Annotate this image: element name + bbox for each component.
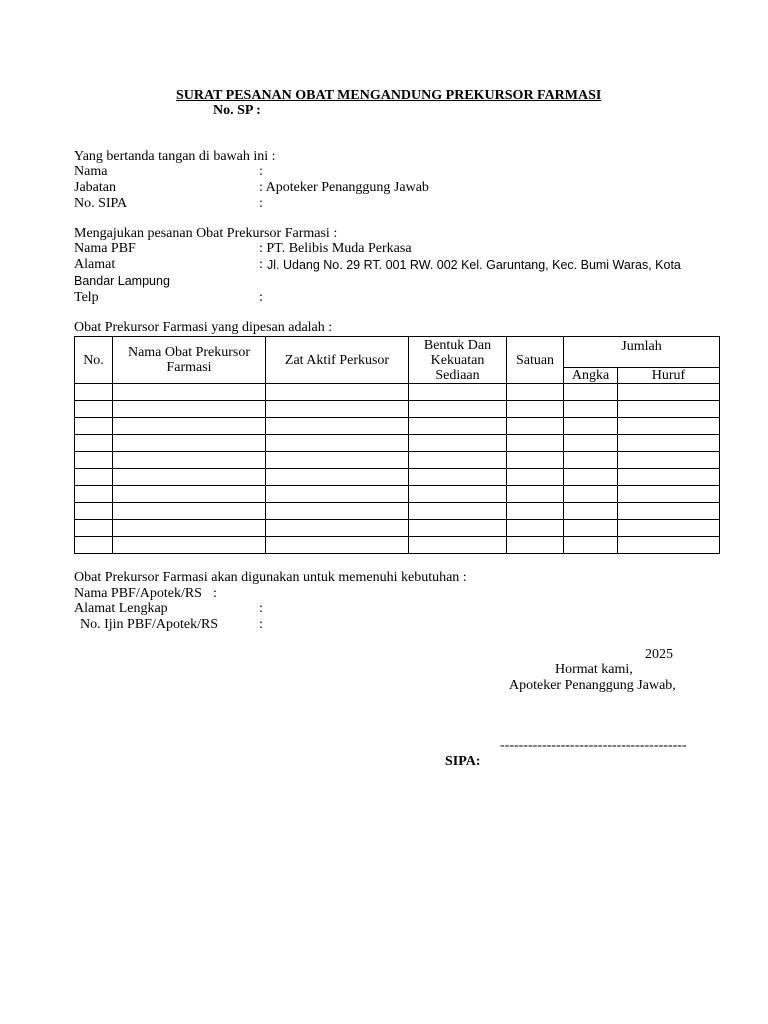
table-cell [409,537,507,554]
table-cell [564,537,618,554]
table-cell [409,384,507,401]
signer-position-value: : Apoteker Penanggung Jawab [259,180,429,195]
table-cell [564,520,618,537]
table-row [75,384,720,401]
table-row [75,503,720,520]
table-cell [564,469,618,486]
table-row [75,452,720,469]
usage-intro: Obat Prekursor Farmasi akan digunakan untuk memenuhi kebutuhan : [74,570,467,585]
table-row [75,486,720,503]
supplier-phone-value: : [259,290,263,305]
table-cell [266,469,409,486]
table-cell [113,452,266,469]
usage-entity-value: : [213,586,217,601]
table-cell [409,452,507,469]
table-cell [75,452,113,469]
usage-address-label: Alamat Lengkap [74,601,168,616]
table-cell [564,435,618,452]
supplier-address-label: Alamat [74,257,116,272]
table-cell [113,384,266,401]
table-cell [618,520,720,537]
table-cell [564,452,618,469]
table-cell [409,401,507,418]
table-cell [75,503,113,520]
table-cell [507,384,564,401]
supplier-name-value: : PT. Belibis Muda Perkasa [259,241,412,256]
table-cell [266,435,409,452]
supplier-intro: Mengajukan pesanan Obat Prekursor Farmasi : [74,226,338,241]
table-cell [507,418,564,435]
table-cell [266,486,409,503]
table-cell [409,520,507,537]
table-cell [507,520,564,537]
table-cell [507,435,564,452]
table-row [75,418,720,435]
col-header-quantity: Jumlah [564,337,720,368]
table-cell [618,486,720,503]
signer-sipa-value: : [259,196,263,211]
table-cell [507,401,564,418]
usage-address-value: : [259,601,263,616]
table-cell [266,401,409,418]
table-cell [618,537,720,554]
table-cell [75,401,113,418]
table-row [75,435,720,452]
supplier-address-value-cont: Bandar Lampung [74,274,170,288]
table-cell [409,418,507,435]
signature-sipa-label: SIPA: [445,754,481,769]
supplier-address-colon: : [259,257,263,272]
table-cell [75,384,113,401]
table-row [75,469,720,486]
order-table [74,336,720,554]
col-header-active-ingredient: Zat Aktif Perkusor [266,337,409,384]
col-header-unit: Satuan [507,337,564,384]
table-cell [507,537,564,554]
signature-greeting: Hormat kami, [555,662,633,677]
table-cell [409,503,507,520]
table-cell [75,486,113,503]
table-cell [618,469,720,486]
signer-intro: Yang bertanda tangan di bawah ini : [74,149,276,164]
table-cell [507,486,564,503]
table-row [75,537,720,554]
table-cell [618,435,720,452]
table-cell [113,486,266,503]
table-cell [564,503,618,520]
table-cell [113,401,266,418]
col-header-quantity-words: Huruf [618,368,720,384]
signature-year: 2025 [645,647,673,662]
signer-name-label: Nama [74,164,108,179]
supplier-address-value: Jl. Udang No. 29 RT. 001 RW. 002 Kel. Garuntang, Kec. Bumi Waras, Kota [267,258,681,272]
document-title: SURAT PESANAN OBAT MENGANDUNG PREKURSOR FARMASI [176,88,602,103]
sp-number-label: No. SP : [213,103,261,118]
signer-position-label: Jabatan [74,180,116,195]
table-cell [564,418,618,435]
order-table-intro: Obat Prekursor Farmasi yang dipesan adalah : [74,320,333,335]
table-cell [266,452,409,469]
col-header-dosage-form: Bentuk Dan Kekuatan Sediaan [409,337,507,384]
table-row [75,520,720,537]
supplier-phone-label: Telp [74,290,99,305]
table-cell [564,401,618,418]
table-cell [618,503,720,520]
table-cell [564,384,618,401]
table-cell [507,503,564,520]
table-cell [618,384,720,401]
table-cell [266,384,409,401]
table-cell [409,435,507,452]
supplier-name-label: Nama PBF [74,241,136,256]
signature-line: ---------------------------------------- [500,738,687,753]
col-header-no: No. [75,337,113,384]
table-cell [75,418,113,435]
table-cell [564,486,618,503]
table-cell [409,486,507,503]
col-header-drug-name: Nama Obat Prekursor Farmasi [113,337,266,384]
table-cell [113,537,266,554]
signature-role: Apoteker Penanggung Jawab, [509,678,676,693]
table-cell [618,401,720,418]
table-cell [75,537,113,554]
table-cell [75,435,113,452]
table-cell [507,452,564,469]
table-cell [409,469,507,486]
table-cell [75,520,113,537]
table-cell [113,503,266,520]
usage-entity-label: Nama PBF/Apotek/RS [74,586,202,601]
table-row [75,401,720,418]
table-cell [507,469,564,486]
table-cell [113,418,266,435]
table-cell [75,469,113,486]
table-cell [113,520,266,537]
table-cell [113,435,266,452]
table-cell [618,452,720,469]
signer-name-value: : [259,164,263,179]
table-cell [618,418,720,435]
signer-sipa-label: No. SIPA [74,196,128,211]
table-cell [113,469,266,486]
table-cell [266,537,409,554]
table-cell [266,503,409,520]
table-cell [266,520,409,537]
usage-license-label: No. Ijin PBF/Apotek/RS [80,617,219,632]
usage-license-value: : [259,617,263,632]
table-cell [266,418,409,435]
col-header-quantity-number: Angka [564,368,618,384]
